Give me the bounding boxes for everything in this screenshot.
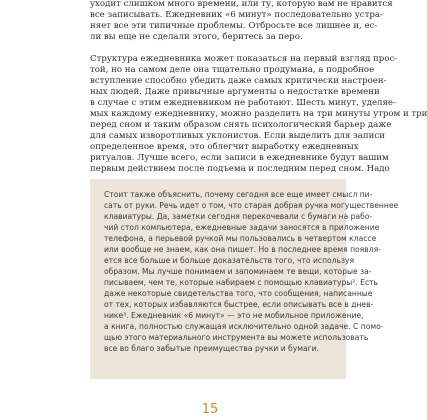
sidebar-line: Стоит также объяснить, почему сегодня все еще имеет смысл пи- (104, 190, 373, 199)
body-line: мых каждому ежедневнику, можно разделить на три минуты утром и три (90, 109, 427, 119)
sidebar-line: писываем, чем те, которые набираем с помощью клавиатуры². Есть (104, 278, 379, 287)
body-line: ритуалов. Лучше всего, если записи в ежедневнике будут вашим (90, 153, 389, 163)
body-line: той, но на самом деле она тщательно продумана, а подробное (90, 65, 375, 75)
sidebar-line: телефона, а перьевой ручкой мы пользовались в четвертом классе (104, 234, 377, 243)
body-line: первым действием после подъема и последним перед сном. Надо (90, 164, 390, 174)
sidebar-line: все во благо забытые преимущества ручки и бумаги. (104, 344, 319, 353)
body-line: ных людей. Даже привычные аргументы о недостатке времени (90, 87, 380, 97)
sidebar-line: а книга, полностью служащая исключительно одной задаче. С помо- (104, 322, 384, 331)
sidebar-line: нике³. Ежедневник «6 минут» — это не мобильное приложение, (104, 311, 364, 320)
body-line: для самых изворотливых уклонистов. Если выделить для записи (90, 131, 385, 141)
sidebar-line: ется все больше и больше доказательств того, что используя (104, 256, 355, 265)
body-line: определенное время, это облегчит выработку ежедневных (90, 142, 359, 152)
sidebar-line: образом. Мы лучше понимаем и запоминаем те вещи, которые за- (104, 267, 372, 276)
body-line: няет все эти типичные проблемы. Отбросьте все лишнее и, ес- (90, 21, 378, 31)
sidebar-line: клавиатуры. Да, заметки сегодня перекочевали с бумаги на рабо- (104, 212, 373, 221)
sidebar-line: щью этого материального инструмента вы можете использовать (104, 333, 369, 342)
body-line: уходит слишком много времени, или ту, которую вам не нравится (90, 0, 393, 9)
sidebar-line: сать от руки. Речь идет о том, что старая добрая ручка могущественнее (104, 201, 399, 210)
body-line: перед сном и таким образом снять психологический барьер даже (90, 120, 392, 130)
body-line: Структура ежедневника может показаться на первый взгляд прос- (90, 54, 398, 64)
body-line: вступление способно убедить даже самых критически настроен- (90, 76, 387, 86)
body-line: все записывать. Ежедневник «6 минут» последовательно устра- (90, 10, 383, 20)
sidebar-line: чий стол компьютера, ежедневные задачи заносятся в приложение (104, 223, 380, 232)
sidebar-line: от тех, которых избавляются быстрее, если описывать все в днев- (104, 300, 374, 309)
body-line: в случае с этим ежедневником не работают. Шесть минут, уделяе- (90, 98, 396, 108)
page-number: 15 (201, 402, 219, 417)
sidebar-line: даже некоторые свидетельства того, что сообщения, написанные (104, 289, 373, 298)
body-line: ли вы еще не сделали этого, беритесь за перо. (90, 32, 303, 42)
sidebar-line: или вообще не знаем, как она пишет. Но в последнее время появля- (104, 245, 381, 254)
